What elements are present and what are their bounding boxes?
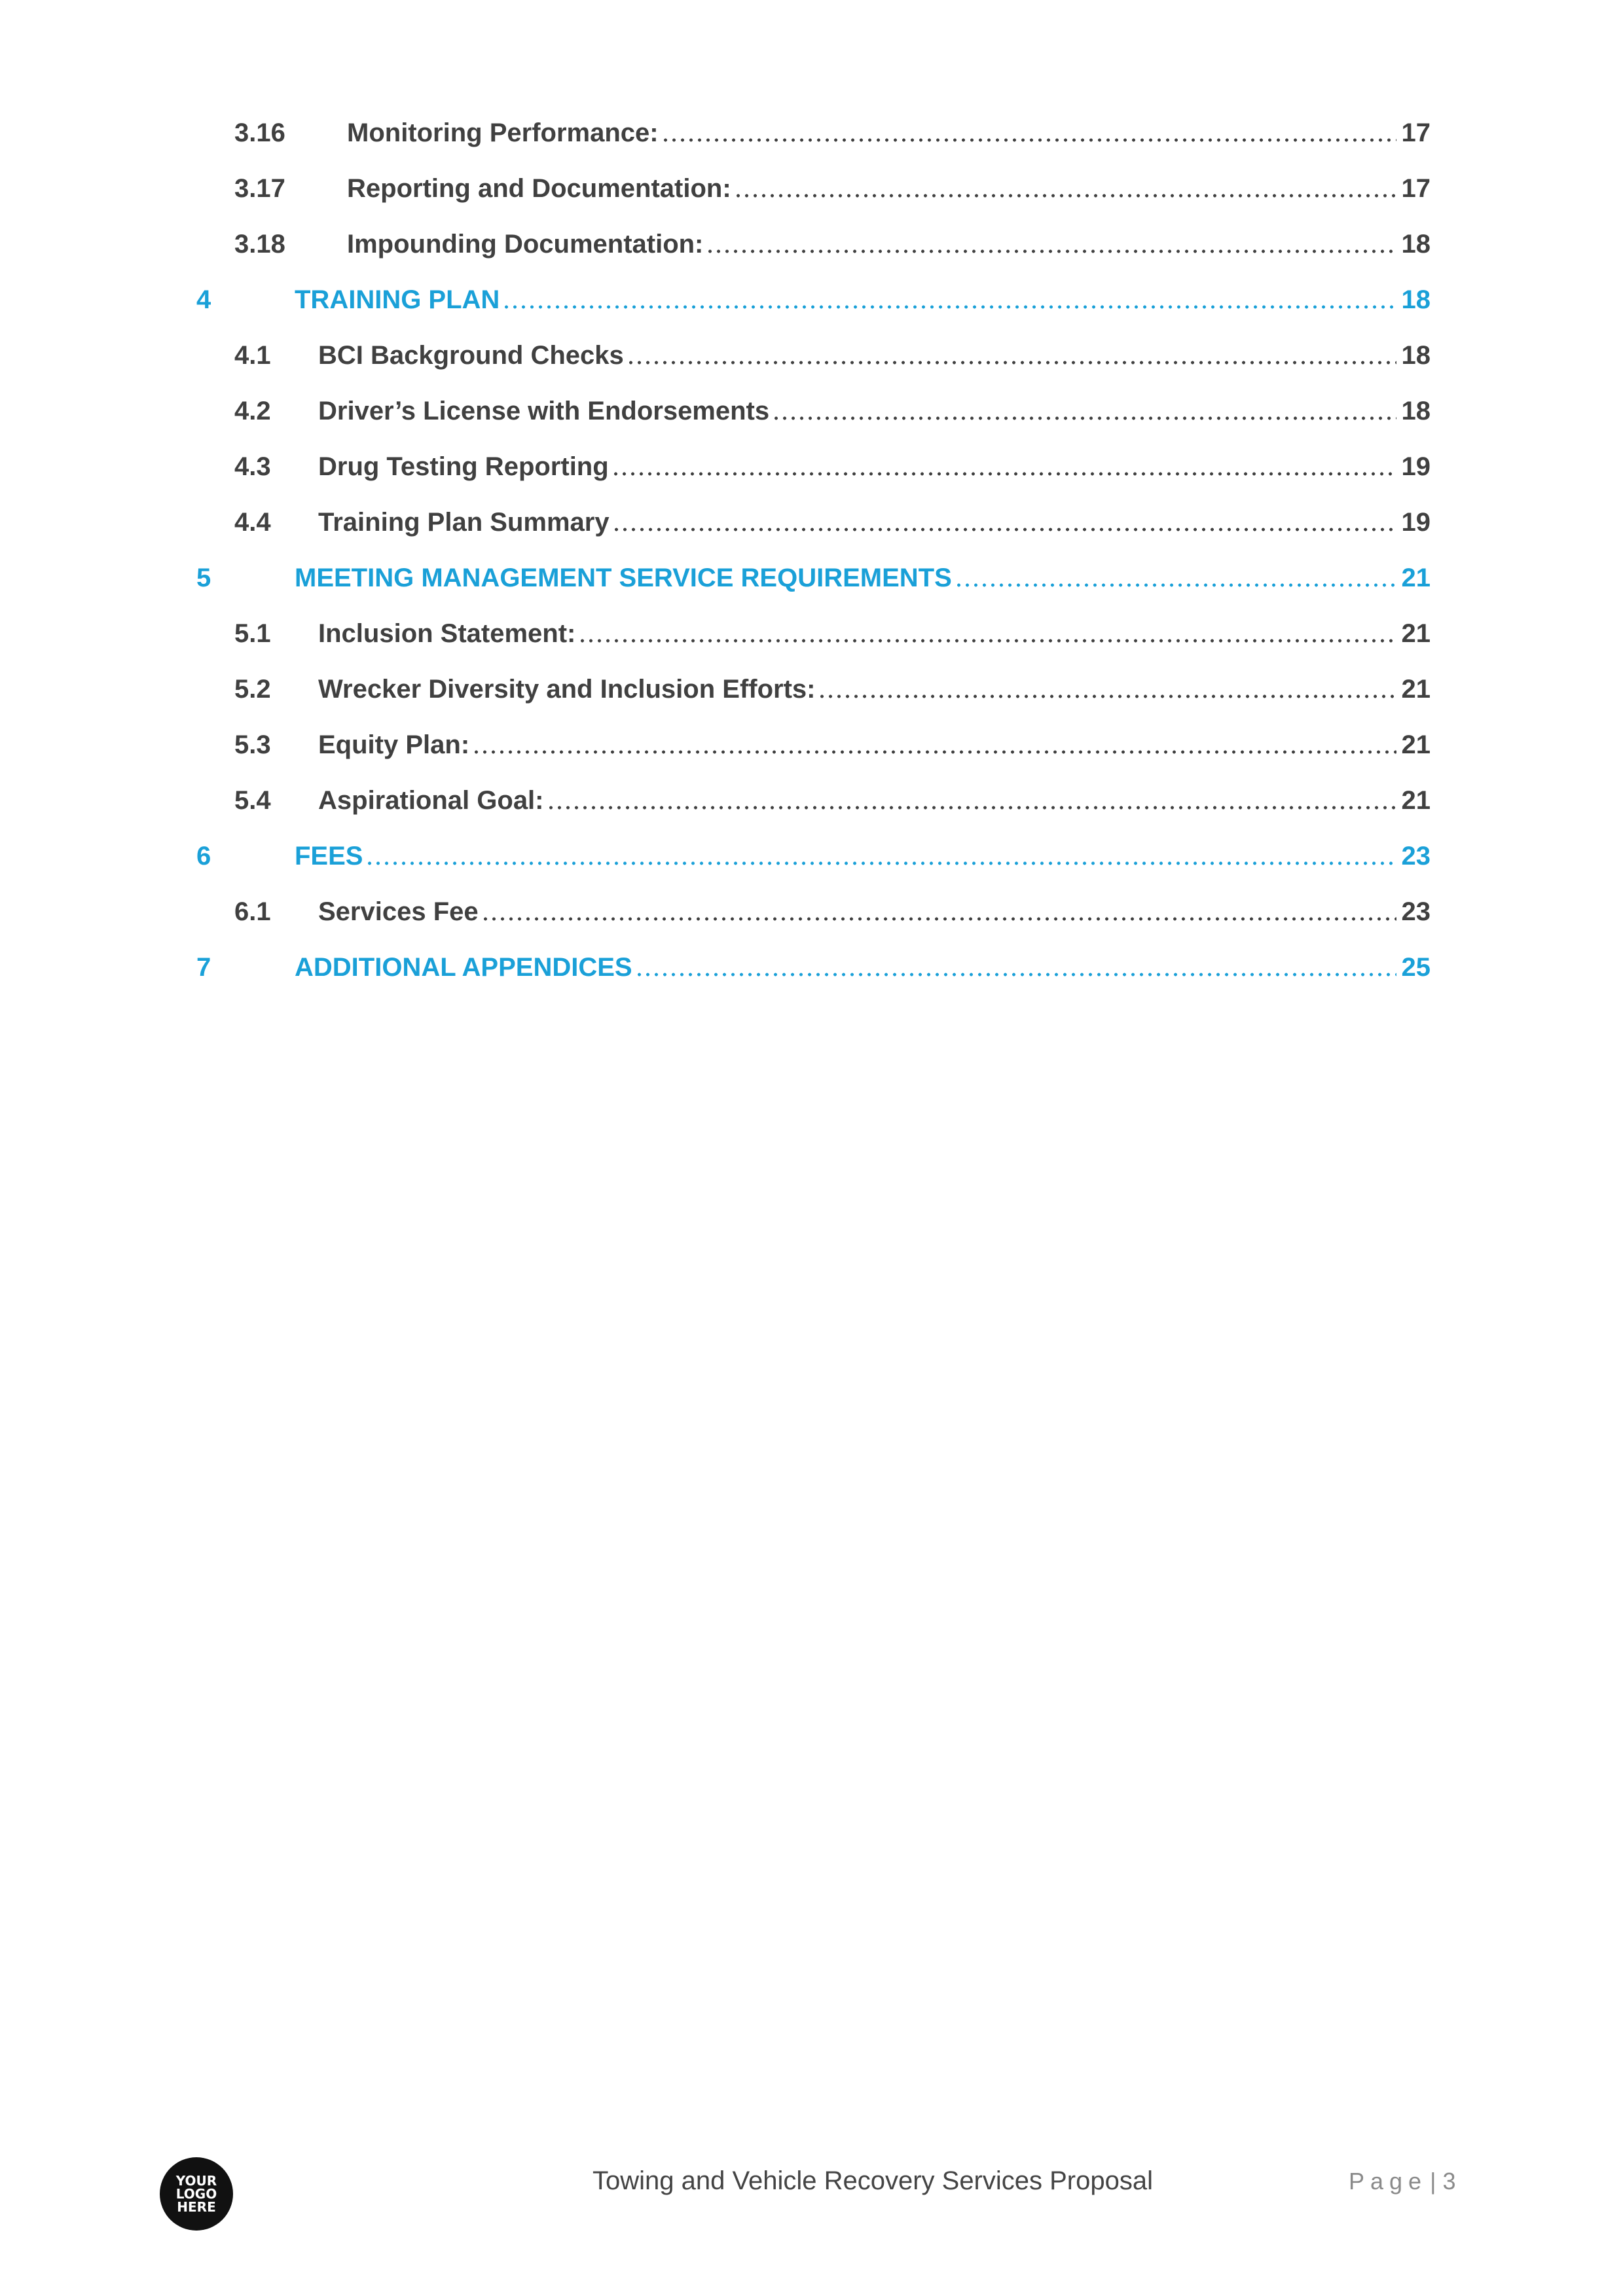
toc-entry-number: 5.4 bbox=[234, 785, 271, 815]
toc-entry-title: Driver’s License with Endorsements bbox=[318, 396, 770, 425]
footer-document-title: Towing and Vehicle Recovery Services Proposal bbox=[593, 2166, 1153, 2195]
toc-entry-page: 17 bbox=[1401, 173, 1431, 203]
toc-entry-number: 7 bbox=[196, 952, 211, 982]
toc-entry-title: Inclusion Statement: bbox=[318, 619, 576, 648]
toc-entry-number: 5.1 bbox=[234, 619, 271, 648]
toc-entry-number: 5.3 bbox=[234, 730, 271, 759]
toc-entry-number: 4.3 bbox=[234, 452, 271, 481]
toc-entry-number: 6 bbox=[196, 841, 211, 870]
toc-entry-title: Services Fee bbox=[318, 897, 479, 926]
toc-dot-leader bbox=[661, 138, 1396, 142]
toc-entry-title: FEES bbox=[295, 841, 363, 870]
logo-line-2: LOGO bbox=[175, 2186, 217, 2202]
toc-dot-leader bbox=[734, 194, 1396, 198]
toc-entry-title: Aspirational Goal: bbox=[318, 785, 544, 815]
toc-entry[interactable] bbox=[234, 611, 1431, 656]
toc-entry-title: MEETING MANAGEMENT SERVICE REQUIREMENTS bbox=[295, 563, 952, 592]
toc-dot-leader bbox=[635, 973, 1396, 977]
page-label: Page bbox=[1349, 2168, 1428, 2195]
toc-dot-leader bbox=[502, 305, 1396, 309]
toc-entry-number: 6.1 bbox=[234, 897, 271, 926]
toc-entry[interactable] bbox=[234, 444, 1431, 490]
footer-page-number bbox=[1349, 2168, 1455, 2195]
toc-dot-leader bbox=[547, 806, 1396, 810]
toc-entry[interactable] bbox=[234, 889, 1431, 935]
page-number: 3 bbox=[1442, 2168, 1456, 2195]
toc-entry[interactable] bbox=[234, 388, 1431, 434]
toc-dot-leader bbox=[578, 639, 1396, 643]
toc-entry-number: 3.17 bbox=[234, 173, 285, 203]
toc-dot-leader bbox=[481, 917, 1396, 921]
toc-entry-page: 23 bbox=[1401, 897, 1431, 926]
toc-entry-page: 25 bbox=[1401, 952, 1431, 982]
page-separator: | bbox=[1430, 2168, 1436, 2195]
toc-entry-title: Reporting and Documentation: bbox=[347, 173, 731, 203]
toc-entry-number: 4.1 bbox=[234, 340, 271, 370]
toc-entry-page: 17 bbox=[1401, 118, 1431, 147]
toc-dot-leader bbox=[365, 861, 1396, 865]
toc-entry-title: BCI Background Checks bbox=[318, 340, 624, 370]
toc-entry-page: 21 bbox=[1401, 563, 1431, 592]
toc-entry[interactable] bbox=[234, 666, 1431, 712]
toc-entry-number: 5 bbox=[196, 563, 211, 592]
toc-entry[interactable] bbox=[196, 833, 1431, 879]
toc-entry-title: ADDITIONAL APPENDICES bbox=[295, 952, 632, 982]
toc-entry-number: 3.18 bbox=[234, 229, 285, 259]
toc-dot-leader bbox=[818, 694, 1396, 698]
logo-line-1: YOUR bbox=[175, 2173, 217, 2189]
toc-entry[interactable] bbox=[234, 110, 1431, 156]
toc-dot-leader bbox=[706, 249, 1396, 253]
toc-entry-page: 21 bbox=[1401, 674, 1431, 704]
toc-entry-page: 18 bbox=[1401, 340, 1431, 370]
toc-dot-leader bbox=[472, 750, 1396, 754]
toc-entry-number: 5.2 bbox=[234, 674, 271, 704]
toc-entry[interactable] bbox=[234, 166, 1431, 211]
toc-entry-page: 18 bbox=[1401, 229, 1431, 259]
toc-entry[interactable] bbox=[196, 277, 1431, 323]
toc-entry-page: 23 bbox=[1401, 841, 1431, 870]
toc-entry-page: 21 bbox=[1401, 619, 1431, 648]
toc-dot-leader bbox=[627, 361, 1396, 365]
toc-entry-number: 4.4 bbox=[234, 507, 271, 537]
toc-entry-page: 21 bbox=[1401, 785, 1431, 815]
toc-dot-leader bbox=[611, 472, 1396, 476]
logo-line-3: HERE bbox=[177, 2199, 216, 2215]
toc-entry-title: Drug Testing Reporting bbox=[318, 452, 609, 481]
logo-placeholder bbox=[160, 2157, 233, 2231]
toc-entry-page: 19 bbox=[1401, 452, 1431, 481]
toc-entry[interactable] bbox=[234, 221, 1431, 267]
toc-entry-title: Equity Plan: bbox=[318, 730, 470, 759]
toc-dot-leader bbox=[772, 416, 1396, 420]
toc-entry[interactable] bbox=[234, 499, 1431, 545]
toc-entry[interactable] bbox=[234, 778, 1431, 823]
toc-dot-leader bbox=[612, 528, 1396, 531]
toc-entry-title: TRAINING PLAN bbox=[295, 285, 500, 314]
toc-dot-leader bbox=[955, 583, 1396, 587]
toc-entry-number: 3.16 bbox=[234, 118, 285, 147]
toc-entry[interactable] bbox=[196, 944, 1431, 990]
toc-entry-title: Monitoring Performance: bbox=[347, 118, 659, 147]
toc-entry-title: Training Plan Summary bbox=[318, 507, 610, 537]
toc-entry-number: 4 bbox=[196, 285, 211, 314]
toc-entry-title: Impounding Documentation: bbox=[347, 229, 704, 259]
toc-entry-page: 19 bbox=[1401, 507, 1431, 537]
toc-entry-page: 21 bbox=[1401, 730, 1431, 759]
toc-entry[interactable] bbox=[196, 555, 1431, 601]
toc-entry-number: 4.2 bbox=[234, 396, 271, 425]
toc-entry-title: Wrecker Diversity and Inclusion Efforts: bbox=[318, 674, 816, 704]
toc-entry[interactable] bbox=[234, 332, 1431, 378]
toc-entry[interactable] bbox=[234, 722, 1431, 768]
toc-entry-page: 18 bbox=[1401, 285, 1431, 314]
toc-entry-page: 18 bbox=[1401, 396, 1431, 425]
